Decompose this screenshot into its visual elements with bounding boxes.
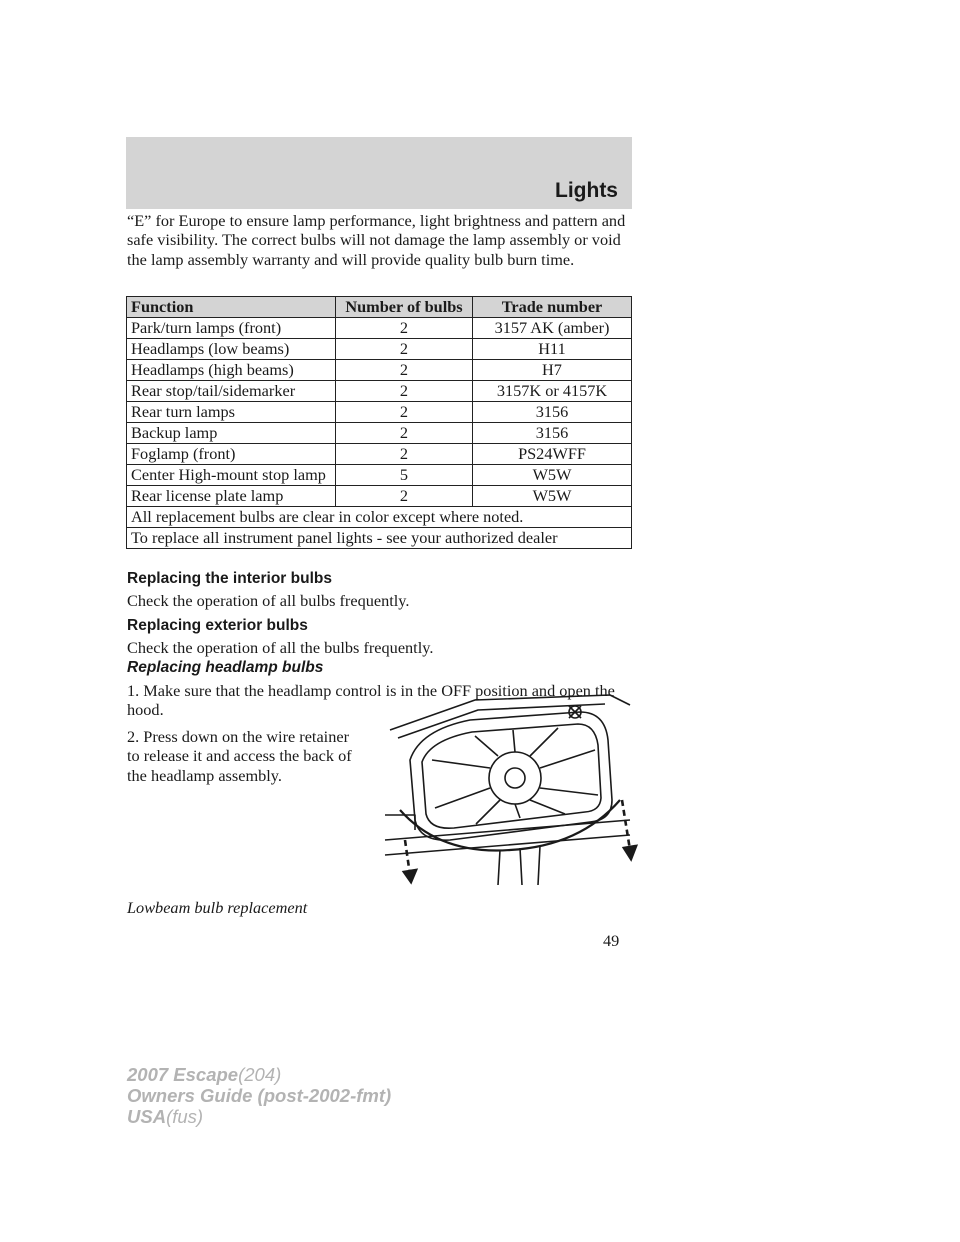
- trade-number-cell: 3156: [473, 423, 632, 444]
- trade-number-cell: H7: [473, 360, 632, 381]
- table-row: [127, 402, 632, 423]
- headlamp-bulbs-heading: Replacing headlamp bulbs: [127, 659, 324, 676]
- trade-number-cell: W5W: [473, 486, 632, 507]
- column-header-function: Function: [127, 297, 336, 318]
- table-note-row: [127, 507, 632, 528]
- table-row: [127, 360, 632, 381]
- table-row: [127, 444, 632, 465]
- function-cell: Rear turn lamps: [127, 402, 336, 423]
- function-cell: Rear license plate lamp: [127, 486, 336, 507]
- table-row: [127, 465, 632, 486]
- footer-model: 2007 Escape: [127, 1064, 239, 1085]
- trade-number-cell: 3156: [473, 402, 632, 423]
- bulb-count-cell: 2: [336, 423, 473, 444]
- bulb-count-cell: 2: [336, 444, 473, 465]
- bulb-count-cell: 2: [336, 381, 473, 402]
- intro-paragraph: “E” for Europe to ensure lamp performance, light brightness and pattern and safe visibility. The correct bulbs will not damage the lamp assembly or void the lamp assembly warranty and will provide quality bulb burn time.: [127, 211, 626, 269]
- function-cell: Center High-mount stop lamp: [127, 465, 336, 486]
- function-cell: Foglamp (front): [127, 444, 336, 465]
- footer-line-3: [127, 1106, 391, 1127]
- footer-line-1: [127, 1064, 391, 1085]
- footer: [127, 1064, 391, 1127]
- footer-market-code: (fus): [166, 1106, 204, 1127]
- step-2-text: 2. Press down on the wire retainer to release it and access the back of the headlamp assembly.: [127, 727, 352, 785]
- table-note-row: [127, 528, 632, 549]
- table-row: [127, 339, 632, 360]
- table-row: [127, 381, 632, 402]
- footer-market: USA: [127, 1106, 167, 1127]
- interior-bulbs-text: Check the operation of all bulbs frequently.: [127, 591, 410, 610]
- trade-number-cell: 3157K or 4157K: [473, 381, 632, 402]
- column-header-number-of-bulbs: Number of bulbs: [336, 297, 473, 318]
- bulb-count-cell: 2: [336, 360, 473, 381]
- page-number: 49: [603, 931, 620, 950]
- bulb-table: [126, 296, 632, 549]
- illustration-caption: Lowbeam bulb replacement: [127, 898, 308, 917]
- section-header-band: [126, 137, 632, 209]
- trade-number-cell: 3157 AK (amber): [473, 318, 632, 339]
- bulb-count-cell: 2: [336, 486, 473, 507]
- section-title: Lights: [555, 179, 618, 202]
- headlamp-assembly-illustration: [380, 690, 640, 885]
- bulb-count-cell: 2: [336, 339, 473, 360]
- bulb-count-cell: 5: [336, 465, 473, 486]
- table-note: To replace all instrument panel lights - see your authorized dealer: [127, 528, 632, 549]
- table-row: [127, 318, 632, 339]
- interior-bulbs-heading: Replacing the interior bulbs: [127, 570, 332, 587]
- column-header-trade-number: Trade number: [473, 297, 632, 318]
- function-cell: Park/turn lamps (front): [127, 318, 336, 339]
- footer-model-code: (204): [238, 1064, 282, 1085]
- table-header-row: [127, 297, 632, 318]
- trade-number-cell: W5W: [473, 465, 632, 486]
- bulb-count-cell: 2: [336, 402, 473, 423]
- exterior-bulbs-heading: Replacing exterior bulbs: [127, 617, 308, 634]
- function-cell: Headlamps (high beams): [127, 360, 336, 381]
- table-row: [127, 423, 632, 444]
- step-1-text: 1. Make sure that the headlamp control is in the OFF position and open the hood.: [127, 681, 615, 720]
- function-cell: Rear stop/tail/sidemarker: [127, 381, 336, 402]
- table-row: [127, 486, 632, 507]
- exterior-bulbs-text: Check the operation of all the bulbs frequently.: [127, 638, 434, 657]
- bulb-count-cell: 2: [336, 318, 473, 339]
- trade-number-cell: H11: [473, 339, 632, 360]
- trade-number-cell: PS24WFF: [473, 444, 632, 465]
- table-note: All replacement bulbs are clear in color except where noted.: [127, 507, 632, 528]
- function-cell: Backup lamp: [127, 423, 336, 444]
- footer-line-2: Owners Guide (post-2002-fmt): [127, 1085, 392, 1106]
- function-cell: Headlamps (low beams): [127, 339, 336, 360]
